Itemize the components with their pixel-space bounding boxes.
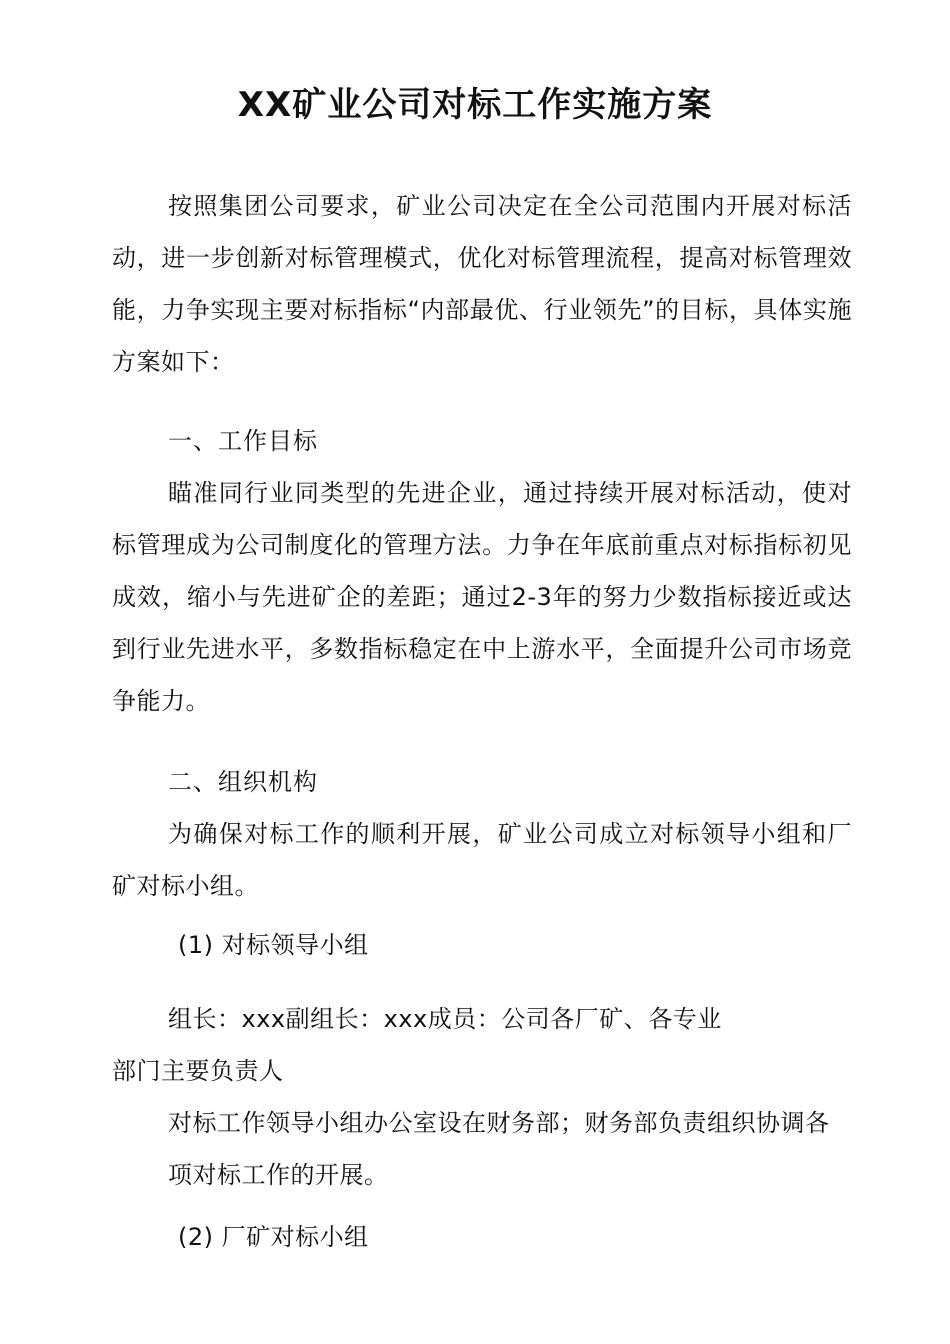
leadership-office-line: 对标工作领导小组办公室设在财务部；财务部负责组织协调各: [168, 1109, 830, 1137]
goals-paragraph: 瞄准同行业同类型的先进企业，通过持续开展对标活动，使对标管理成为公司制度化的管理方法。力争在年底前重点对标指标初见成效，缩小与先进矿企的差距；通过2-3年的努力少数指标接近或达到行业先进水平，多数指标稳定在中上游水平，全面提升公司市场竞争能力。: [112, 479, 852, 715]
leadership-members-line: 组长：xxx副组长：xxx成员：公司各厂矿、各专业: [168, 1005, 722, 1033]
section-heading-goals: 一、工作目标: [168, 427, 318, 455]
subheading-plant-group: (2) 厂矿对标小组: [178, 1223, 369, 1251]
organization-paragraph: 为确保对标工作的顺利开展，矿业公司成立对标领导小组和厂矿对标小组。: [112, 820, 852, 900]
subheading-leadership-group: (1) 对标领导小组: [178, 931, 369, 959]
intro-paragraph: 按照集团公司要求，矿业公司决定在全公司范围内开展对标活动，进一步创新对标管理模式，优化对标管理流程，提高对标管理效能，力争实现主要对标指标“内部最优、行业领先”的目标，具体实施方案如下：: [112, 192, 852, 376]
leadership-members-line-continued: 部门主要负责人: [112, 1057, 284, 1085]
leadership-office-line-continued: 项对标工作的开展。: [168, 1161, 389, 1189]
section-heading-organization: 二、组织机构: [168, 768, 318, 796]
document-title: XX矿业公司对标工作实施方案: [237, 85, 713, 125]
